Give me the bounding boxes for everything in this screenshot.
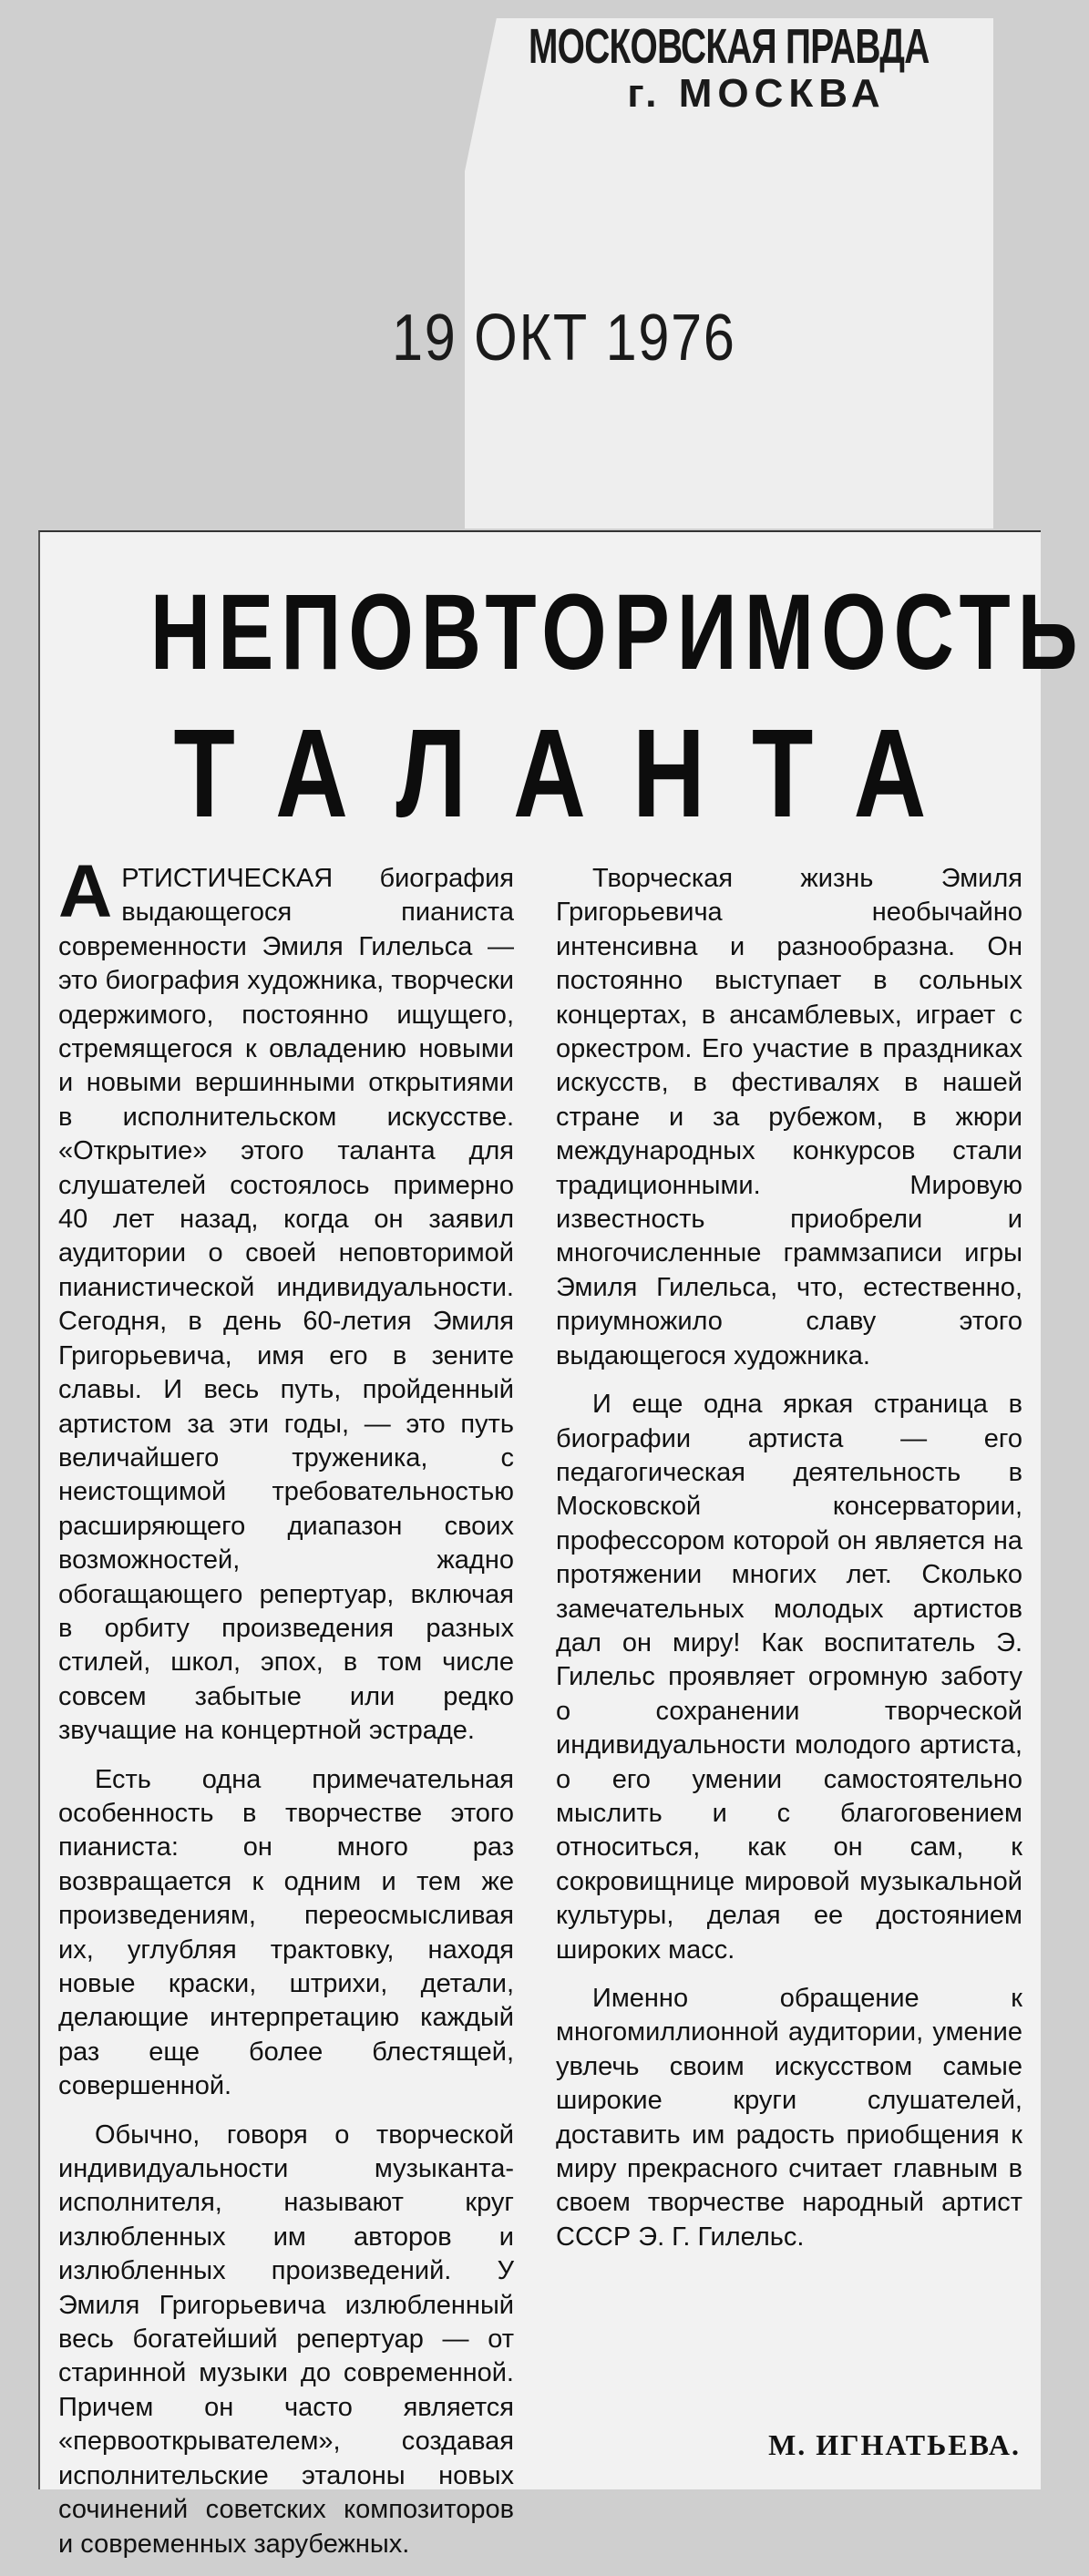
article-paragraph: И еще одна яркая страница в биографии артиста — его педагогическая деятельность в Московской консерватории, профессором которой он является на протяжении многих лет. Сколько замечательных молодых артистов дал он миру! Как воспитатель Э. Гилельс проявляет огромную заботу о сохранении творческой индивидуальности молодого артиста, о его умении самостоятельно мыслить и с благоговением относиться, как он сам, к сокровищнице мировой музыкальной культуры, делая ее достоянием широких масс. [556,1390,1022,1965]
drop-cap: А [58,850,113,933]
headline-line-1: НЕПОВТОРИМОСТЬ [149,572,1085,693]
article-paragraph [58,850,514,1749]
author-signature: М. ИГНАТЬЕВА. [768,2428,1021,2461]
article-paragraph: Обычно, говоря о творческой индивидуальности музыканта-исполнителя, называют круг излюбленных им авторов и излюбленных произведений. У Эмиля Григорьевича излюбленный весь богатейший репертуар — от старинной музыки до современной. Причем он часто является «первооткрывателем», создавая исполнительские эталоны новых сочинений советских композиторов и современных зарубежных. [58,2119,514,2559]
article-column-left [58,850,514,2576]
headline-line-2: ТАЛАНТА [173,703,973,844]
newspaper-stamp [529,18,984,117]
stamp-date: 19 ОКТ 1976 [392,302,736,375]
newspaper-clipping [38,530,1085,2559]
article-paragraph: Именно обращение к многомиллионной аудитории, умение увлечь своим искусством самые широкие круги слушателей, доставить им радость приобщения к миру прекрасного считает главным в своем творчестве народный артист СССР Э. Г. Гилельс. [556,1984,1022,2252]
article-column-right [556,862,1022,2269]
paragraph-text: РТИСТИЧЕСКАЯ биография выдающегося пианиста современности Эмиля Гилельса — это биография художника, творчески одержимого, постоянно ищущего, стремящегося к овладению новыми и новыми вершинными открытиями в исполнительском искусстве. «Открытие» этого таланта для слушателей состоялось примерно 40 лет назад, когда он заявил аудитории о своей неповторимой пианистической индивидуальности. Сегодня, в день 60-летия Эмиля Григорьевича, имя его в зените славы. И весь путь, пройденный артистом за эти годы, — это путь величайшего труженика, с неистощимой требовательностью расширяющего диапазон своих возможностей, жадно обогащающего репертуар, включая в орбиту произведения разных стилей, школ, эпох, в том числе совсем забытые или редко звучащие на концертной эстраде. [58,864,514,1746]
stamp-newspaper-name: МОСКОВСКАЯ ПРАВДА [529,19,930,74]
article-paragraph: Творческая жизнь Эмиля Григорьевича необычайно интенсивна и разнообразна. Он постоянно выступает в сольных концертах, в ансамблевых, играет с оркестром. Его участие в праздниках искусств, в фестивалях в нашей стране и за рубежом, в жюри международных конкурсов стали традиционными. Мировую известность приобрели и многочисленные граммзаписи игры Эмиля Гилельса, что, естественно, приумножило славу этого выдающегося художника. [556,864,1022,1370]
stamp-city: г. МОСКВА [627,71,886,116]
article-paragraph: Есть одна примечательная особенность в творчестве этого пианиста: он много раз возвращается к одним и тем же произведениям, переосмысливая их, углубляя трактовку, находя новые краски, штрихи, детали, делающие интерпретацию каждый раз еще более блестящей, совершенной. [58,1764,514,2101]
